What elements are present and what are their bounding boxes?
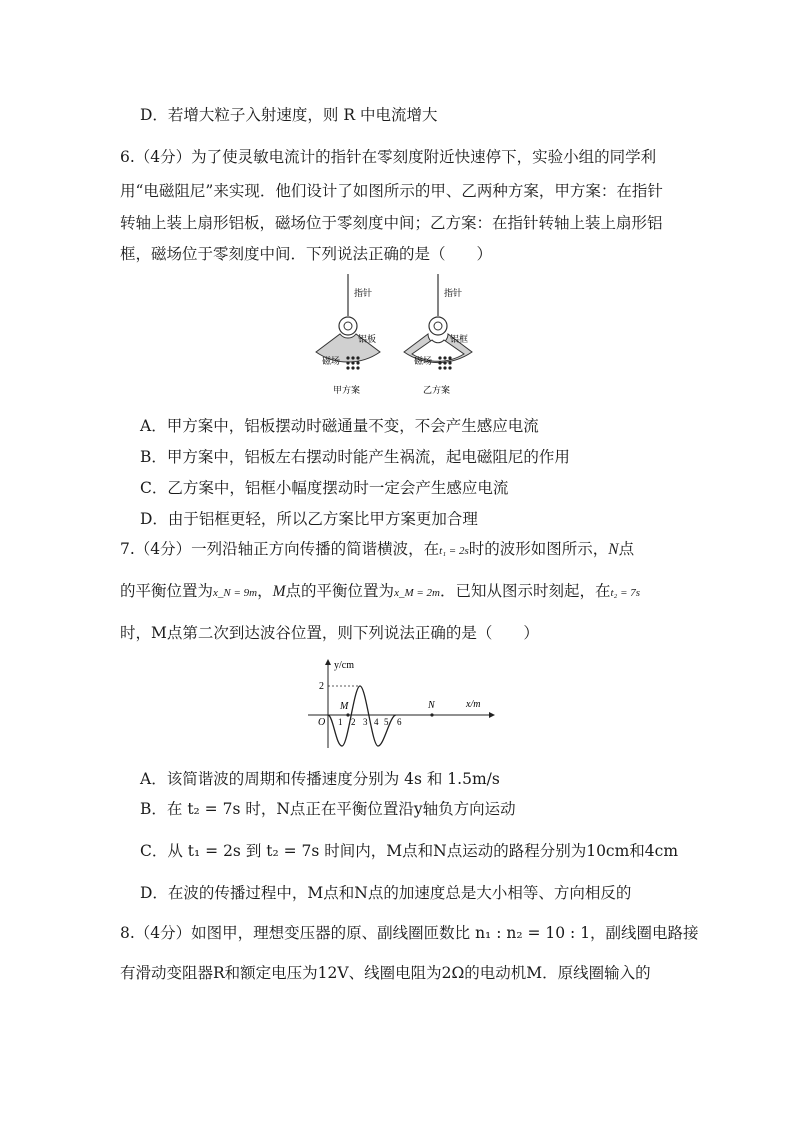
y-tick-2: 2 — [319, 681, 324, 692]
x-tick-2: 2 — [351, 717, 356, 727]
q7-l2-text3: ．已知从图示时刻起，在 — [439, 582, 611, 600]
q7-l2-text: 的平衡位置为 — [120, 582, 214, 600]
q7-option-a: A．该简谐波的周期和传播速度分别为 4s 和 1.5m/s — [140, 770, 500, 788]
y-axis-label: y/cm — [334, 660, 354, 671]
yi-field-dots — [438, 356, 451, 369]
jia-field-label: 磁场 — [322, 356, 341, 366]
point-n-dot — [430, 713, 433, 716]
q7-m-symbol: M — [272, 583, 286, 600]
q7-l1-text3: 点 — [618, 540, 635, 558]
jia-caption: 甲方案 — [333, 385, 361, 395]
yi-pointer-label: 指针 — [444, 288, 463, 298]
q7-t1-value: t₁ = 2s — [439, 545, 469, 557]
q6-stem-line4: 框，磁场位于零刻度中间．下列说法正确的是（ ） — [120, 245, 493, 263]
q6-figure — [300, 272, 500, 402]
q6-stem-line2: 用“电磁阻尼”来实现．他们设计了如图所示的甲、乙两种方案，甲方案：在指针 — [120, 182, 663, 200]
x-tick-3: 3 — [363, 717, 368, 727]
q7-n-symbol: N — [608, 541, 619, 558]
jia-plate-label: 铝板 — [358, 334, 377, 344]
q7-option-d: D．在波的传播过程中，M点和N点的加速度总是大小相等、方向相反的 — [140, 884, 632, 902]
q7-wave-graph — [300, 656, 500, 756]
q6-stem-line1: 6.（4分）为了使灵敏电流计的指针在零刻度附近快速停下，实验小组的同学利 — [120, 148, 657, 166]
q8-stem-line2: 有滑动变阻器R和额定电压为12V、线圈电阻为2Ω的电动机M．原线圈输入的 — [120, 964, 651, 982]
x-axis-label: x/m — [466, 699, 481, 710]
jia-field-dots — [346, 356, 359, 369]
q7-l1-text2: 时的波形如图所示， — [468, 540, 609, 558]
yi-scheme — [404, 274, 472, 395]
origin-label: O — [318, 717, 326, 728]
q6-option-c: C．乙方案中，铝框小幅度摆动时一定会产生感应电流 — [140, 479, 509, 497]
point-n-label: N — [428, 700, 435, 711]
q7-l1-text: 7.（4分）一列沿轴正方向传播的简谐横波，在 — [120, 540, 440, 558]
x-tick-1: 1 — [338, 717, 343, 727]
jia-pointer-label: 指针 — [354, 288, 373, 298]
q7-l2-text2: 点的平衡位置为 — [285, 582, 395, 600]
q7-t2-value: t₂ = 7s — [610, 587, 641, 599]
q5-option-d: D．若增大粒子入射速度，则 R 中电流增大 — [140, 106, 438, 124]
point-m-dot — [346, 713, 349, 716]
q6-option-a: A．甲方案中，铝板摆动时磁通量不变，不会产生感应电流 — [140, 417, 539, 435]
jia-scheme — [316, 274, 380, 395]
x-tick-6: 6 — [397, 717, 402, 727]
x-tick-4: 4 — [374, 717, 379, 727]
wave-curve — [328, 686, 396, 746]
yi-caption: 乙方案 — [423, 385, 451, 395]
q6-option-d: D．由于铝框更轻，所以乙方案比甲方案更加合理 — [140, 510, 478, 528]
q6-stem-line3: 转轴上装上扇形铝板，磁场位于零刻度中间；乙方案：在指针转轴上装上扇形铝 — [120, 214, 663, 232]
yi-field-label: 磁场 — [414, 356, 433, 366]
q7-stem-line3: 时，M点第二次到达波谷位置，则下列说法正确的是（ ） — [120, 624, 539, 642]
q7-option-b: B．在 t₂ = 7s 时，N点正在平衡位置沿y轴负方向运动 — [140, 800, 516, 818]
q7-stem-line2 — [120, 580, 640, 604]
point-m-label: M — [340, 701, 349, 712]
q6-option-b: B．甲方案中，铝板左右摆动时能产生祸流，起电磁阻尼的作用 — [140, 448, 570, 466]
q7-xn-value: x_N = 9m — [213, 587, 258, 599]
q7-l2-comma: ， — [257, 582, 273, 600]
q7-option-c: C．从 t₁ = 2s 到 t₂ = 7s 时间内，M点和N点运动的路程分别为10cm和4cm — [140, 842, 679, 860]
q8-stem-line1: 8.（4分）如图甲，理想变压器的原、副线圈匝数比 n₁ : n₂ = 10 : 1，副线圈电路接 — [120, 924, 699, 942]
q7-stem-line1 — [120, 538, 634, 562]
x-tick-5: 5 — [384, 717, 389, 727]
q7-xm-value: x_M = 2m — [394, 587, 440, 599]
yi-frame-label: 铝框 — [450, 334, 469, 344]
